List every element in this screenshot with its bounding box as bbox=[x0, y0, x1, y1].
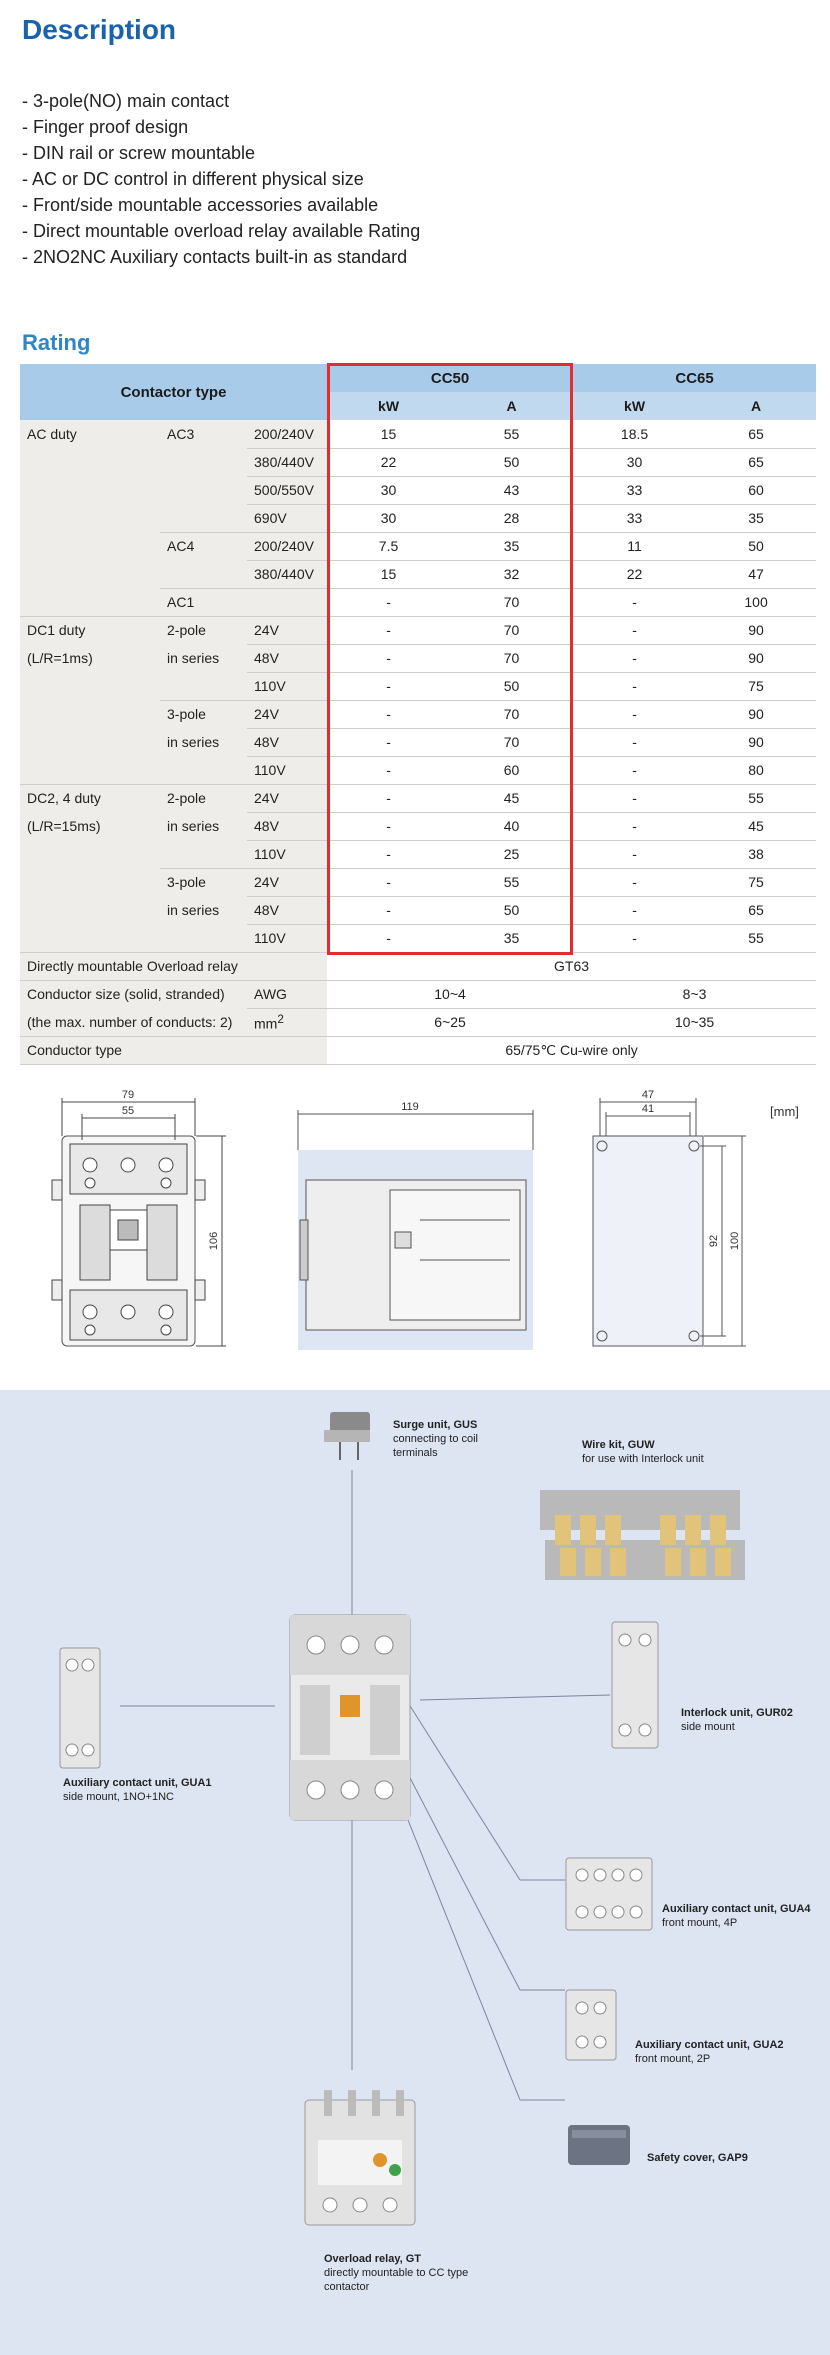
duty-cell bbox=[20, 476, 160, 504]
value-cell: 70 bbox=[450, 644, 573, 672]
accessories-panel bbox=[0, 1390, 830, 2355]
value-cell: 90 bbox=[696, 644, 816, 672]
interlock-label: Interlock unit, GUR02 side mount bbox=[681, 1707, 793, 1733]
value-cell: 22 bbox=[573, 560, 696, 588]
table-row bbox=[20, 980, 816, 1008]
value-cell: 38 bbox=[696, 840, 816, 868]
voltage-cell: 110V bbox=[247, 840, 327, 868]
duty-cell bbox=[20, 896, 160, 924]
awg-cc50: 10~4 bbox=[327, 980, 573, 1008]
table-row bbox=[20, 868, 816, 896]
surge-unit-icon bbox=[324, 1412, 370, 1460]
value-cell: 30 bbox=[573, 448, 696, 476]
value-cell: 33 bbox=[573, 476, 696, 504]
value-cell: 45 bbox=[696, 812, 816, 840]
unit-header: A bbox=[450, 392, 573, 420]
voltage-cell: 500/550V bbox=[247, 476, 327, 504]
category-cell bbox=[160, 476, 247, 504]
mount-height-outer: 100 bbox=[729, 1231, 741, 1251]
mount-height-inner: 92 bbox=[708, 1234, 720, 1248]
value-cell: - bbox=[573, 924, 696, 952]
category-cell: 2-pole bbox=[160, 616, 247, 644]
value-cell: - bbox=[327, 812, 450, 840]
value-cell: 30 bbox=[327, 476, 450, 504]
voltage-cell: 200/240V bbox=[247, 420, 327, 448]
aux-4p-label: Auxiliary contact unit, GUA4 front mount, 4P bbox=[662, 1903, 811, 1929]
description-list bbox=[22, 88, 420, 270]
table-row bbox=[20, 1008, 816, 1036]
value-cell: - bbox=[327, 896, 450, 924]
value-cell: 55 bbox=[450, 420, 573, 448]
awg-unit: AWG bbox=[247, 980, 327, 1008]
table-row bbox=[20, 924, 816, 952]
value-cell: - bbox=[573, 812, 696, 840]
table-row bbox=[20, 756, 816, 784]
aux-2p-unit-icon bbox=[566, 1990, 616, 2060]
rating-title: Rating bbox=[22, 330, 91, 355]
category-cell bbox=[160, 560, 247, 588]
model-header-cc50: CC50 bbox=[327, 364, 573, 392]
mount-width-inner: 41 bbox=[641, 1103, 655, 1115]
value-cell: - bbox=[573, 756, 696, 784]
voltage-cell: 48V bbox=[247, 728, 327, 756]
value-cell: - bbox=[573, 840, 696, 868]
category-cell: in series bbox=[160, 812, 247, 840]
duty-cell bbox=[20, 448, 160, 476]
aux-side-label: Auxiliary contact unit, GUA1 side mount, 1NO+1NC bbox=[63, 1777, 212, 1803]
value-cell: 45 bbox=[450, 784, 573, 812]
model-header-cc65: CC65 bbox=[573, 364, 816, 392]
value-cell: - bbox=[573, 588, 696, 616]
value-cell: - bbox=[327, 672, 450, 700]
table-row bbox=[20, 476, 816, 504]
value-cell: - bbox=[327, 644, 450, 672]
interlock-unit-icon bbox=[612, 1622, 658, 1748]
value-cell: - bbox=[573, 672, 696, 700]
value-cell: 55 bbox=[450, 868, 573, 896]
value-cell: 65 bbox=[696, 448, 816, 476]
table-row bbox=[20, 532, 816, 560]
value-cell: 55 bbox=[696, 924, 816, 952]
value-cell: 7.5 bbox=[327, 532, 450, 560]
duty-cell bbox=[20, 672, 160, 700]
safety-cover-icon bbox=[568, 2125, 630, 2165]
voltage-cell bbox=[247, 588, 327, 616]
wire-kit-icon bbox=[540, 1490, 745, 1580]
voltage-cell: 24V bbox=[247, 868, 327, 896]
value-cell: - bbox=[573, 616, 696, 644]
contactor-icon bbox=[290, 1615, 410, 1820]
value-cell: 50 bbox=[450, 896, 573, 924]
value-cell: 90 bbox=[696, 700, 816, 728]
description-item: - Front/side mountable accessories available bbox=[22, 195, 379, 215]
value-cell: 80 bbox=[696, 756, 816, 784]
value-cell: 32 bbox=[450, 560, 573, 588]
value-cell: - bbox=[327, 728, 450, 756]
duty-cell bbox=[20, 532, 160, 560]
duty-cell: DC2, 4 duty bbox=[20, 784, 160, 812]
value-cell: 75 bbox=[696, 868, 816, 896]
voltage-cell: 110V bbox=[247, 756, 327, 784]
value-cell: 50 bbox=[696, 532, 816, 560]
side-depth: 119 bbox=[401, 1101, 419, 1113]
value-cell: 70 bbox=[450, 616, 573, 644]
conductor-type-value: 65/75℃ Cu-wire only bbox=[327, 1036, 816, 1064]
duty-cell: AC duty bbox=[20, 420, 160, 448]
value-cell: - bbox=[573, 700, 696, 728]
value-cell: 70 bbox=[450, 700, 573, 728]
table-row bbox=[20, 588, 816, 616]
table-row bbox=[20, 784, 816, 812]
table-row bbox=[20, 896, 816, 924]
duty-cell: (L/R=15ms) bbox=[20, 812, 160, 840]
category-cell: AC4 bbox=[160, 532, 247, 560]
description-item: - Finger proof design bbox=[22, 117, 189, 137]
table-row bbox=[20, 1036, 816, 1064]
duty-cell bbox=[20, 924, 160, 952]
value-cell: 35 bbox=[696, 504, 816, 532]
table-row bbox=[20, 840, 816, 868]
category-cell bbox=[160, 504, 247, 532]
overload-relay-icon bbox=[305, 2090, 415, 2225]
value-cell: - bbox=[327, 840, 450, 868]
voltage-cell: 24V bbox=[247, 784, 327, 812]
duty-cell bbox=[20, 868, 160, 896]
category-cell bbox=[160, 840, 247, 868]
voltage-cell: 48V bbox=[247, 812, 327, 840]
category-cell bbox=[160, 924, 247, 952]
voltage-cell: 380/440V bbox=[247, 560, 327, 588]
duty-cell bbox=[20, 588, 160, 616]
awg-cc65: 8~3 bbox=[573, 980, 816, 1008]
contactor-type-header: Contactor type bbox=[20, 364, 327, 420]
value-cell: 75 bbox=[696, 672, 816, 700]
table-row bbox=[20, 420, 816, 448]
table-row bbox=[20, 504, 816, 532]
conductor-type-label: Conductor type bbox=[20, 1036, 327, 1064]
duty-cell: DC1 duty bbox=[20, 616, 160, 644]
value-cell: - bbox=[327, 616, 450, 644]
value-cell: - bbox=[327, 588, 450, 616]
duty-cell bbox=[20, 560, 160, 588]
description-item: - Direct mountable overload relay available Rating bbox=[22, 221, 421, 241]
value-cell: 100 bbox=[696, 588, 816, 616]
value-cell: 65 bbox=[696, 420, 816, 448]
value-cell: 40 bbox=[450, 812, 573, 840]
table-row bbox=[20, 672, 816, 700]
aux-4p-unit-icon bbox=[566, 1858, 652, 1930]
accessories-illustration bbox=[0, 1390, 830, 2355]
voltage-cell: 24V bbox=[247, 700, 327, 728]
value-cell: 50 bbox=[450, 448, 573, 476]
conductor-size-label: Conductor size (solid, stranded) bbox=[20, 980, 247, 1008]
duty-cell bbox=[20, 504, 160, 532]
value-cell: 70 bbox=[450, 728, 573, 756]
value-cell: 33 bbox=[573, 504, 696, 532]
duty-cell bbox=[20, 728, 160, 756]
value-cell: 11 bbox=[573, 532, 696, 560]
voltage-cell: 110V bbox=[247, 672, 327, 700]
value-cell: - bbox=[573, 644, 696, 672]
value-cell: - bbox=[573, 784, 696, 812]
aux-side-unit-icon bbox=[60, 1648, 100, 1768]
category-cell bbox=[160, 672, 247, 700]
dimension-drawings bbox=[0, 1080, 830, 1360]
category-cell: 3-pole bbox=[160, 700, 247, 728]
front-view-drawing bbox=[52, 1098, 226, 1346]
value-cell: 47 bbox=[696, 560, 816, 588]
rating-body bbox=[20, 420, 816, 952]
value-cell: - bbox=[573, 868, 696, 896]
description-title: Description bbox=[22, 14, 177, 45]
side-view-drawing bbox=[298, 1110, 533, 1350]
voltage-cell: 110V bbox=[247, 924, 327, 952]
value-cell: 90 bbox=[696, 728, 816, 756]
value-cell: 43 bbox=[450, 476, 573, 504]
value-cell: - bbox=[327, 756, 450, 784]
voltage-cell: 48V bbox=[247, 644, 327, 672]
value-cell: 60 bbox=[696, 476, 816, 504]
table-row bbox=[20, 560, 816, 588]
front-height: 106 bbox=[208, 1231, 220, 1251]
table-row bbox=[20, 700, 816, 728]
table-row bbox=[20, 728, 816, 756]
category-cell: in series bbox=[160, 728, 247, 756]
duty-cell bbox=[20, 700, 160, 728]
table-row bbox=[20, 812, 816, 840]
value-cell: 35 bbox=[450, 532, 573, 560]
table-row bbox=[20, 952, 816, 980]
mm2-cc65: 10~35 bbox=[573, 1008, 816, 1036]
value-cell: 50 bbox=[450, 672, 573, 700]
table-row bbox=[20, 448, 816, 476]
value-cell: 18.5 bbox=[573, 420, 696, 448]
description-item: - DIN rail or screw mountable bbox=[22, 143, 256, 163]
value-cell: - bbox=[327, 868, 450, 896]
voltage-cell: 380/440V bbox=[247, 448, 327, 476]
duty-cell: (L/R=1ms) bbox=[20, 644, 160, 672]
surge-unit-label: Surge unit, GUS connecting to coil terminals bbox=[393, 1419, 478, 1459]
category-cell: AC3 bbox=[160, 420, 247, 448]
value-cell: 28 bbox=[450, 504, 573, 532]
value-cell: 15 bbox=[327, 560, 450, 588]
value-cell: - bbox=[573, 728, 696, 756]
value-cell: 22 bbox=[327, 448, 450, 476]
description-item: - AC or DC control in different physical size bbox=[22, 169, 364, 189]
mount-width-outer: 47 bbox=[641, 1089, 655, 1101]
category-cell: 3-pole bbox=[160, 868, 247, 896]
max-conducts-label: (the max. number of conducts: 2) bbox=[20, 1008, 247, 1036]
voltage-cell: 690V bbox=[247, 504, 327, 532]
table-row bbox=[20, 616, 816, 644]
aux-2p-label: Auxiliary contact unit, GUA2 front mount, 2P bbox=[635, 2039, 784, 2065]
description-item: - 2NO2NC Auxiliary contacts built-in as standard bbox=[22, 247, 408, 267]
rating-footer bbox=[20, 952, 816, 1064]
wire-kit-label: Wire kit, GUW for use with Interlock unit bbox=[582, 1439, 704, 1465]
category-cell: AC1 bbox=[160, 588, 247, 616]
value-cell: - bbox=[327, 700, 450, 728]
overload-relay-label: Overload relay, GT directly mountable to CC type contactor bbox=[324, 2253, 469, 2293]
value-cell: 25 bbox=[450, 840, 573, 868]
category-cell: in series bbox=[160, 896, 247, 924]
value-cell: 70 bbox=[450, 588, 573, 616]
value-cell: - bbox=[327, 784, 450, 812]
value-cell: - bbox=[573, 896, 696, 924]
description-item: - 3-pole(NO) main contact bbox=[22, 91, 230, 111]
category-cell: in series bbox=[160, 644, 247, 672]
unit-header: kW bbox=[573, 392, 696, 420]
overload-label: Directly mountable Overload relay bbox=[20, 952, 327, 980]
voltage-cell: 200/240V bbox=[247, 532, 327, 560]
front-width-inner: 55 bbox=[121, 1105, 135, 1117]
duty-cell bbox=[20, 756, 160, 784]
value-cell: 65 bbox=[696, 896, 816, 924]
value-cell: 15 bbox=[327, 420, 450, 448]
mm2-cc50: 6~25 bbox=[327, 1008, 573, 1036]
mm2-unit: $mm^2$ bbox=[247, 1008, 327, 1036]
mounting-view-drawing bbox=[593, 1098, 746, 1346]
category-cell bbox=[160, 756, 247, 784]
voltage-cell: 48V bbox=[247, 896, 327, 924]
value-cell: 30 bbox=[327, 504, 450, 532]
voltage-cell: 24V bbox=[247, 616, 327, 644]
value-cell: 35 bbox=[450, 924, 573, 952]
overload-value: GT63 bbox=[327, 952, 816, 980]
duty-cell bbox=[20, 840, 160, 868]
unit-header: kW bbox=[327, 392, 450, 420]
unit-header: A bbox=[696, 392, 816, 420]
safety-cover-label: Safety cover, GAP9 bbox=[647, 2152, 748, 2164]
front-width-outer: 79 bbox=[121, 1089, 135, 1101]
rating-table bbox=[20, 364, 816, 1065]
value-cell: 55 bbox=[696, 784, 816, 812]
value-cell: 90 bbox=[696, 616, 816, 644]
table-row bbox=[20, 644, 816, 672]
category-cell bbox=[160, 448, 247, 476]
category-cell: 2-pole bbox=[160, 784, 247, 812]
dimension-unit-label: [mm] bbox=[770, 1104, 799, 1119]
value-cell: - bbox=[327, 924, 450, 952]
value-cell: 60 bbox=[450, 756, 573, 784]
